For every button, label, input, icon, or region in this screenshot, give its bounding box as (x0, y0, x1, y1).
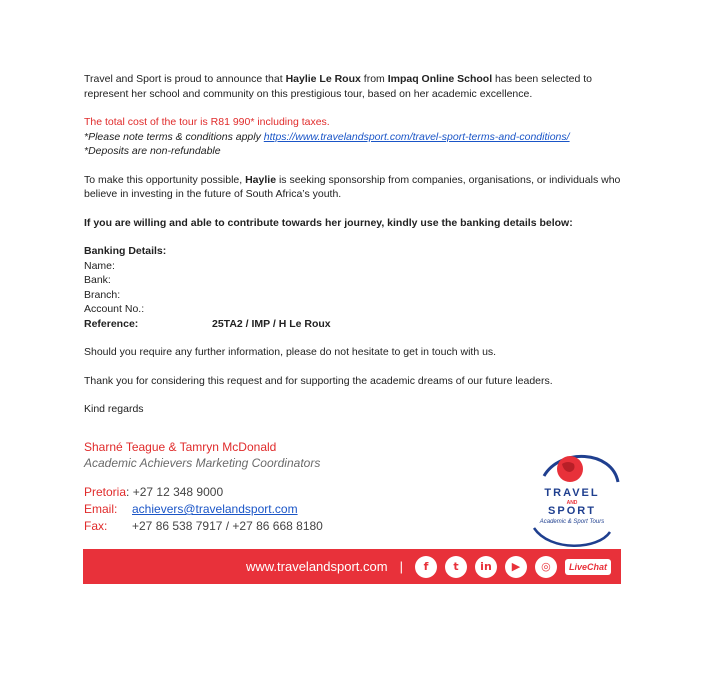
banking-account-label: Account No.: (84, 303, 145, 315)
kind-regards: Kind regards (84, 403, 144, 415)
call-to-action: If you are willing and able to contribute towards her journey, kindly use the banking details below: (84, 216, 573, 229)
intro-paragraph (84, 72, 624, 101)
contact-details (84, 484, 323, 535)
logo-word-sport: SPORT (548, 505, 596, 517)
livechat-button[interactable]: LiveChat (565, 559, 611, 575)
banner-separator: | (399, 559, 403, 574)
terms-note (84, 130, 624, 145)
opportunity-text: To make this opportunity possible, (84, 173, 246, 186)
reference-value: 25TA2 / IMP / H Le Roux (212, 317, 331, 330)
banking-bank-label: Bank: (84, 274, 111, 286)
signature-block (84, 439, 320, 471)
logo-tagline: Academic & Sport Tours (539, 519, 605, 525)
fax-label: Fax: (84, 519, 108, 533)
youtube-icon[interactable]: ▶ (505, 556, 527, 578)
tour-cost: The total cost of the tour is R81 990* including taxes. (84, 116, 330, 128)
logo-arc (534, 528, 610, 546)
further-info: Should you require any further information, please do not hesitate to get in touch with us. (84, 346, 497, 358)
pretoria-row (84, 484, 323, 501)
logo-word-travel: TRAVEL (544, 487, 600, 499)
instagram-icon[interactable]: ◎ (535, 556, 557, 578)
opportunity-paragraph (84, 173, 624, 202)
website-link[interactable]: www.travelandsport.com (245, 559, 388, 574)
pretoria-label: Pretoria (84, 485, 127, 499)
banking-branch-label: Branch: (84, 288, 121, 301)
reference-label: Reference: (84, 317, 139, 330)
email-row (84, 501, 323, 518)
banking-reference (84, 317, 624, 332)
twitter-icon[interactable]: t (445, 556, 467, 578)
thanks-paragraph: Thank you for considering this request and for supporting the academic dreams of our future leaders. (84, 374, 553, 387)
student-first-name: Haylie (245, 173, 277, 186)
signature-names: Sharné Teague & Tamryn McDonald (84, 440, 277, 454)
fax-row (84, 518, 323, 535)
terms-link[interactable]: https://www.travelandsport.com/travel-sport-terms-and-conditions/ (263, 130, 570, 143)
banking-heading: Banking Details: (84, 245, 167, 257)
school-name: Impaq Online School (387, 73, 493, 85)
intro-text: has been selected to represent her school and community on this prestigious tour, based on her academic excellence. (84, 73, 592, 100)
fax-numbers: +27 86 538 7917 / +27 86 668 8180 (132, 519, 323, 533)
email-link[interactable]: achievers@travelandsport.com (132, 502, 298, 516)
student-name: Haylie Le Roux (285, 73, 361, 85)
footer-banner (83, 549, 621, 584)
travel-and-sport-logo (520, 452, 624, 548)
intro-text: Travel and Sport is proud to announce that (84, 73, 286, 85)
linkedin-icon[interactable]: in (475, 556, 497, 578)
deposit-note: *Deposits are non-refundable (84, 145, 221, 157)
signature-title: Academic Achievers Marketing Coordinators (84, 456, 321, 470)
intro-text: from (360, 73, 388, 85)
email-label: Email: (84, 502, 118, 516)
letter-body (84, 72, 624, 417)
terms-text: *Please note terms & conditions apply (84, 130, 264, 143)
opportunity-text: is seeking sponsorship from companies, organisations, or individuals who believe in investing in the future of South Africa’s youth. (84, 173, 621, 200)
logo-word-and: AND (566, 500, 578, 506)
facebook-icon[interactable]: f (415, 556, 437, 578)
banking-name-label: Name: (84, 259, 115, 272)
pretoria-phone: : +27 12 348 9000 (126, 485, 224, 499)
